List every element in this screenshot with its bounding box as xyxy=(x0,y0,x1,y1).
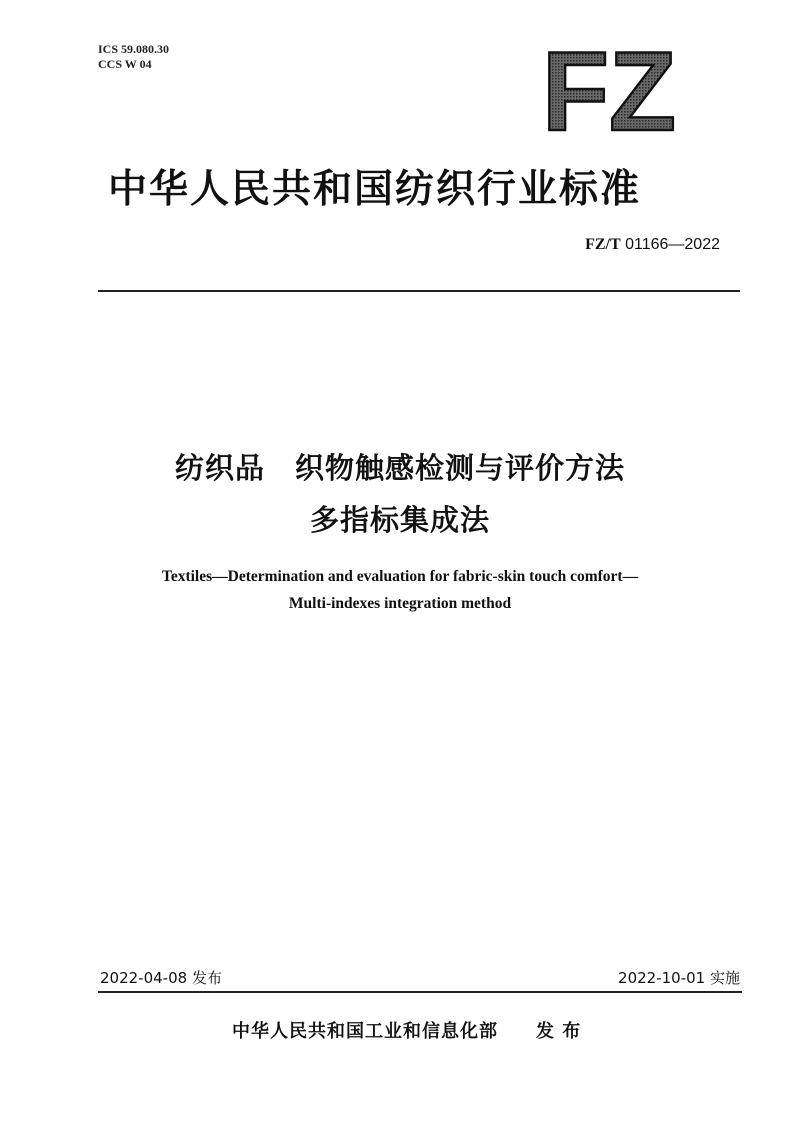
standard-category-title: 中华人民共和国纺织行业标准 xyxy=(108,167,642,212)
title-cn-line1 xyxy=(0,446,800,487)
implementation-date: 2022-10-01 实施 xyxy=(618,969,740,987)
issuing-authority xyxy=(232,1017,581,1043)
footer-divider xyxy=(98,991,742,993)
standard-number-value: 01166—2022 xyxy=(625,236,720,253)
standard-number-prefix: FZ/T xyxy=(585,236,621,253)
ccs-code: CCS W 04 xyxy=(98,57,152,71)
ics-code: ICS 59.080.30 xyxy=(98,42,170,56)
issuer-action: 发 布 xyxy=(536,1021,582,1042)
fz-logo xyxy=(540,42,680,138)
standard-number xyxy=(585,236,720,254)
issue-date: 2022-04-08 发布 xyxy=(100,969,222,987)
title-cn-line1-part1: 纺织品 xyxy=(174,451,265,485)
title-en-line1: Textiles—Determination and evaluation for fabric-skin touch comfort— xyxy=(161,568,639,585)
classification-codes xyxy=(98,42,169,72)
logo-text: FZ xyxy=(542,42,676,138)
issuer-name: 中华人民共和国工业和信息化部 xyxy=(232,1021,498,1042)
title-cn-line2: 多指标集成法 xyxy=(309,503,490,537)
title-en-line2: Multi-indexes integration method xyxy=(288,595,512,612)
title-cn-line1-part2: 织物触感检测与评价方法 xyxy=(295,451,626,485)
header-divider xyxy=(98,290,740,292)
